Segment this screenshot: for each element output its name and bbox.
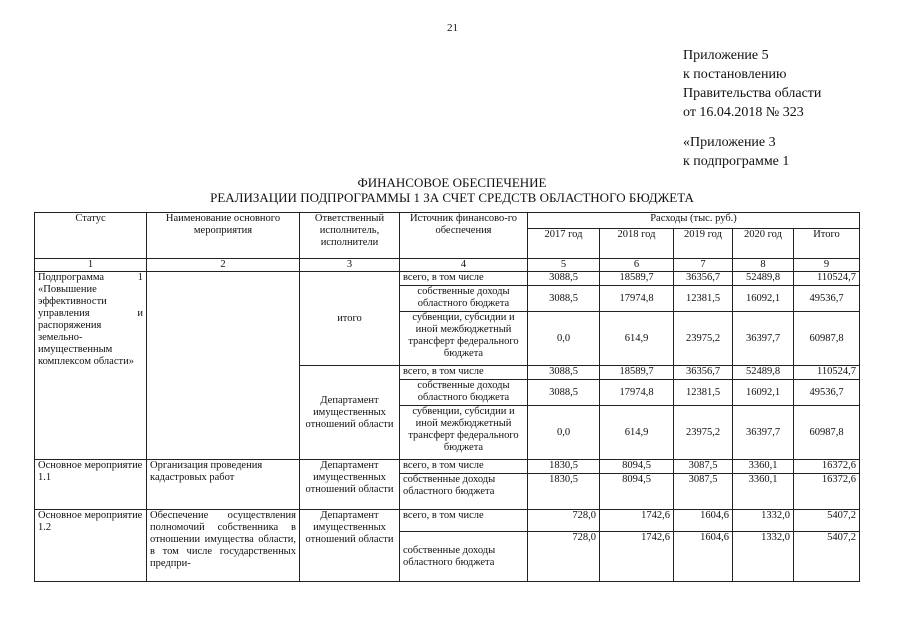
value-cell: 1604,6 (674, 510, 733, 532)
value-cell: 3088,5 (528, 272, 600, 286)
value-cell: 1830,5 (528, 460, 600, 474)
value-cell: 1604,6 (674, 532, 733, 582)
title-line-2: РЕАЛИЗАЦИИ ПОДПРОГРАММЫ 1 ЗА СЧЕТ СРЕДСТВ ОБЛАСТНОГО БЮДЖЕТА (210, 190, 694, 205)
column-number: 6 (600, 259, 674, 272)
column-number: 8 (733, 259, 794, 272)
value-cell: 18589,7 (600, 272, 674, 286)
value-cell: 23975,2 (674, 406, 733, 460)
document-title (150, 175, 754, 205)
value-cell: 0,0 (528, 312, 600, 366)
measure-name: Обеспечение осуществления полномочий собственника в отношении имущества области, в том числе государственных предпри- (147, 510, 300, 582)
value-cell: 16092,1 (733, 380, 794, 406)
value-cell: 1742,6 (600, 510, 674, 532)
header-year: 2017 год (528, 229, 600, 259)
measure-executor: Департамент имущественных отношений области (300, 460, 400, 510)
value-cell: 17974,8 (600, 380, 674, 406)
header-year: 2020 год (733, 229, 794, 259)
title-line-1: ФИНАНСОВОЕ ОБЕСПЕЧЕНИЕ (357, 175, 547, 190)
value-cell: 36356,7 (674, 272, 733, 286)
value-cell: 5407,2 (794, 510, 860, 532)
value-cell: 36397,7 (733, 406, 794, 460)
value-cell: 1332,0 (733, 532, 794, 582)
column-number: 3 (300, 259, 400, 272)
value-cell: 0,0 (528, 406, 600, 460)
appendix-line: Приложение 5 (683, 48, 769, 63)
source-cell: всего, в том числе (400, 366, 528, 380)
value-cell: 60987,8 (794, 406, 860, 460)
header-year: 2018 год (600, 229, 674, 259)
appendix-line: к постановлению (683, 67, 787, 82)
column-number: 1 (35, 259, 147, 272)
executor-department: Департамент имущественных отношений области (300, 366, 400, 460)
value-cell: 52489,8 (733, 272, 794, 286)
value-cell: 12381,5 (674, 286, 733, 312)
measure-name: Организация проведения кадастровых работ (147, 460, 300, 510)
value-cell: 3087,5 (674, 474, 733, 510)
appendix-line: к подпрограмме 1 (683, 154, 790, 169)
value-cell: 36356,7 (674, 366, 733, 380)
header-total: Итого (794, 229, 860, 259)
value-cell: 728,0 (528, 510, 600, 532)
value-cell: 110524,7 (794, 272, 860, 286)
value-cell: 49536,7 (794, 380, 860, 406)
column-number: 9 (794, 259, 860, 272)
value-cell: 110524,7 (794, 366, 860, 380)
value-cell: 16372,6 (794, 460, 860, 474)
measure-status: Основное мероприятие 1.1 (35, 460, 147, 510)
value-cell: 16372,6 (794, 474, 860, 510)
value-cell: 614,9 (600, 406, 674, 460)
source-cell: собственные доходы областного бюджета (400, 532, 528, 582)
column-number: 4 (400, 259, 528, 272)
source-cell: всего, в том числе (400, 272, 528, 286)
header-executor: Ответственный исполнитель, исполнители (300, 213, 400, 259)
header-source: Источник финансово-го обеспечения (400, 213, 528, 259)
appendix-line: от 16.04.2018 № 323 (683, 105, 804, 120)
value-cell: 1830,5 (528, 474, 600, 510)
measure-executor: Департамент имущественных отношений области (300, 510, 400, 582)
value-cell: 3088,5 (528, 380, 600, 406)
value-cell: 12381,5 (674, 380, 733, 406)
source-cell: субвенции, субсидии и иной межбюджетный трансферт федерального бюджета (400, 406, 528, 460)
header-expenses: Расходы (тыс. руб.) (528, 213, 860, 229)
value-cell: 3360,1 (733, 474, 794, 510)
value-cell: 8094,5 (600, 460, 674, 474)
value-cell: 18589,7 (600, 366, 674, 380)
subprogram-measure (147, 272, 300, 460)
value-cell: 3088,5 (528, 286, 600, 312)
finance-table (34, 212, 860, 582)
value-cell: 614,9 (600, 312, 674, 366)
value-cell: 36397,7 (733, 312, 794, 366)
source-cell: собственные доходы областного бюджета (400, 380, 528, 406)
column-number: 7 (674, 259, 733, 272)
value-cell: 8094,5 (600, 474, 674, 510)
value-cell: 3087,5 (674, 460, 733, 474)
value-cell: 60987,8 (794, 312, 860, 366)
value-cell: 1332,0 (733, 510, 794, 532)
value-cell: 3360,1 (733, 460, 794, 474)
header-year: 2019 год (674, 229, 733, 259)
subprogram-status: Подпрограмма 1 «Повышение эффективности управления и распоряжения земельно-имущественным комплексом области» (35, 272, 147, 460)
source-cell: субвенции, субсидии и иной межбюджетный трансферт федерального бюджета (400, 312, 528, 366)
measure-status: Основное мероприятие 1.2 (35, 510, 147, 582)
value-cell: 1742,6 (600, 532, 674, 582)
appendix-line: Правительства области (683, 86, 822, 101)
source-cell: всего, в том числе (400, 460, 528, 474)
source-cell: всего, в том числе (400, 510, 528, 532)
page-number: 21 (447, 22, 458, 34)
value-cell: 3088,5 (528, 366, 600, 380)
value-cell: 52489,8 (733, 366, 794, 380)
value-cell: 23975,2 (674, 312, 733, 366)
value-cell: 17974,8 (600, 286, 674, 312)
value-cell: 16092,1 (733, 286, 794, 312)
value-cell: 5407,2 (794, 532, 860, 582)
appendix-header (683, 46, 898, 171)
source-cell: собственные доходы областного бюджета (400, 474, 528, 510)
header-status: Статус (35, 213, 147, 259)
header-measure: Наименование основного мероприятия (147, 213, 300, 259)
appendix-line: «Приложение 3 (683, 135, 776, 150)
column-number: 5 (528, 259, 600, 272)
source-cell: собственные доходы областного бюджета (400, 286, 528, 312)
value-cell: 49536,7 (794, 286, 860, 312)
value-cell: 728,0 (528, 532, 600, 582)
executor-total: итого (300, 272, 400, 366)
column-number: 2 (147, 259, 300, 272)
